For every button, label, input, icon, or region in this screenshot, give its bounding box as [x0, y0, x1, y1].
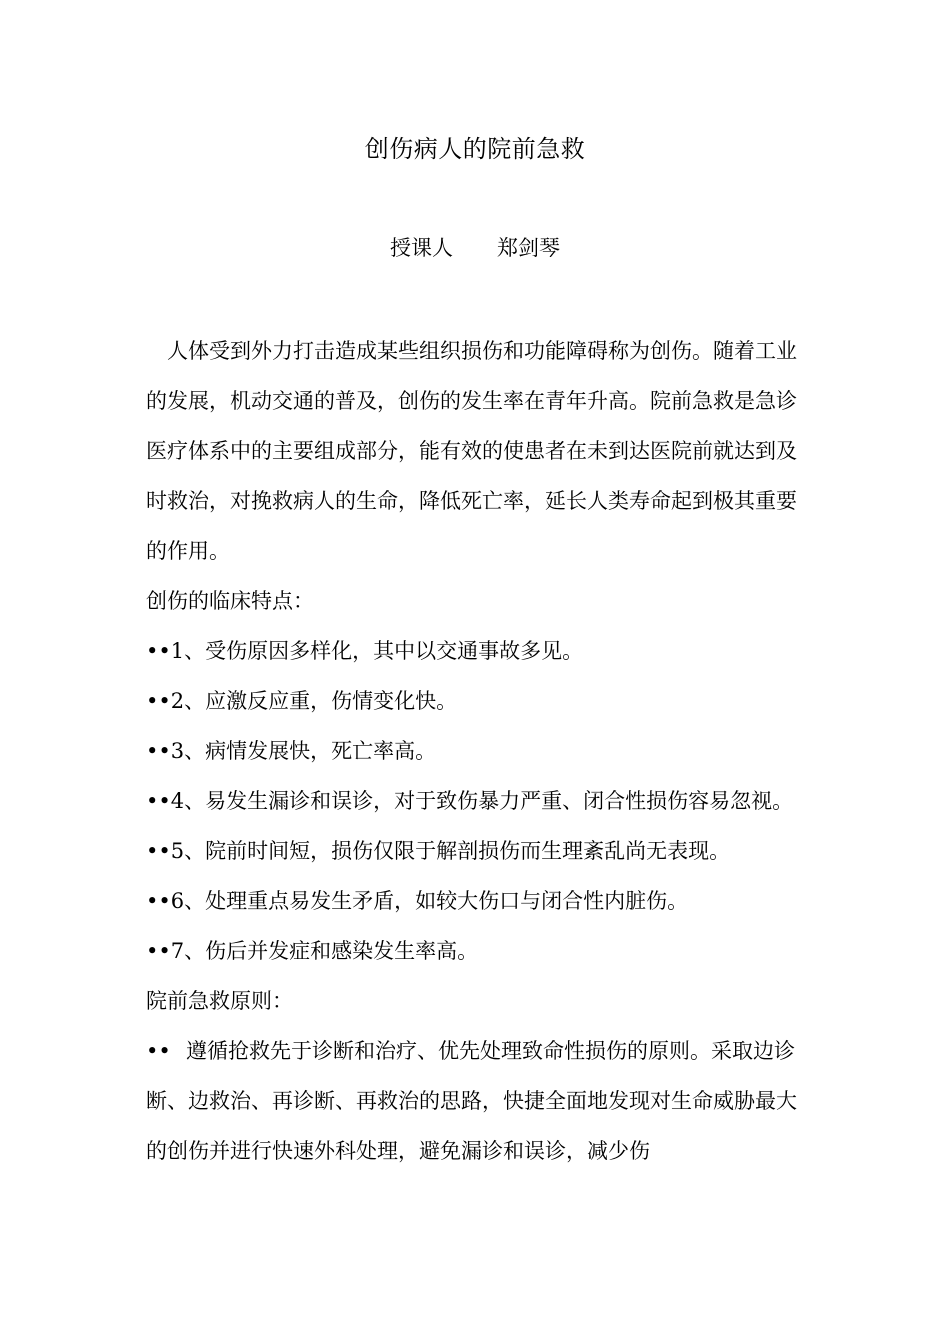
lecturer-name: 郑剑琴 — [497, 236, 560, 260]
feature-item-3: ••3、病情发展快，死亡率高。 — [146, 739, 437, 763]
features-heading: 创伤的临床特点： — [146, 589, 314, 613]
feature-item-7: ••7、伤后并发症和感染发生率高。 — [146, 939, 479, 963]
lecturer-label: 授课人 — [390, 236, 453, 260]
principles-heading: 院前急救原则： — [146, 989, 293, 1013]
document-body — [146, 326, 806, 1176]
feature-item-6: ••6、处理重点易发生矛盾，如较大伤口与闭合性内脏伤。 — [146, 889, 689, 913]
principle-item — [146, 1026, 806, 1176]
principle-text: 遵循抢救先于诊断和治疗、优先处理致命性损伤的原则。采取边诊断、边救治、再诊断、再救治的思路，快捷全面地发现对生命威胁最大的创伤并进行快速外科处理，避免漏诊和误诊，减少伤 — [146, 1039, 797, 1163]
principle-bullet: •• — [146, 1039, 171, 1063]
feature-item-4: ••4、易发生漏诊和误诊，对于致伤暴力严重、闭合性损伤容易忽视。 — [146, 789, 794, 813]
feature-item-2: ••2、应激反应重，伤情变化快。 — [146, 689, 458, 713]
document-title: 创伤病人的院前急救 — [364, 135, 586, 163]
intro-paragraph: 人体受到外力打击造成某些组织损伤和功能障碍称为创伤。随着工业的发展，机动交通的普及，创伤的发生率在青年升高。院前急救是急诊医疗体系中的主要组成部分，能有效的使患者在未到达医院前就达到及时救治，对挽救病人的生命，降低死亡率，延长人类寿命起到极其重要的作用。 — [146, 339, 797, 563]
feature-item-1: ••1、受伤原因多样化，其中以交通事故多见。 — [146, 639, 584, 663]
feature-item-5: ••5、院前时间短，损伤仅限于解剖损伤而生理紊乱尚无表现。 — [146, 839, 731, 863]
lecturer-line — [0, 232, 950, 264]
